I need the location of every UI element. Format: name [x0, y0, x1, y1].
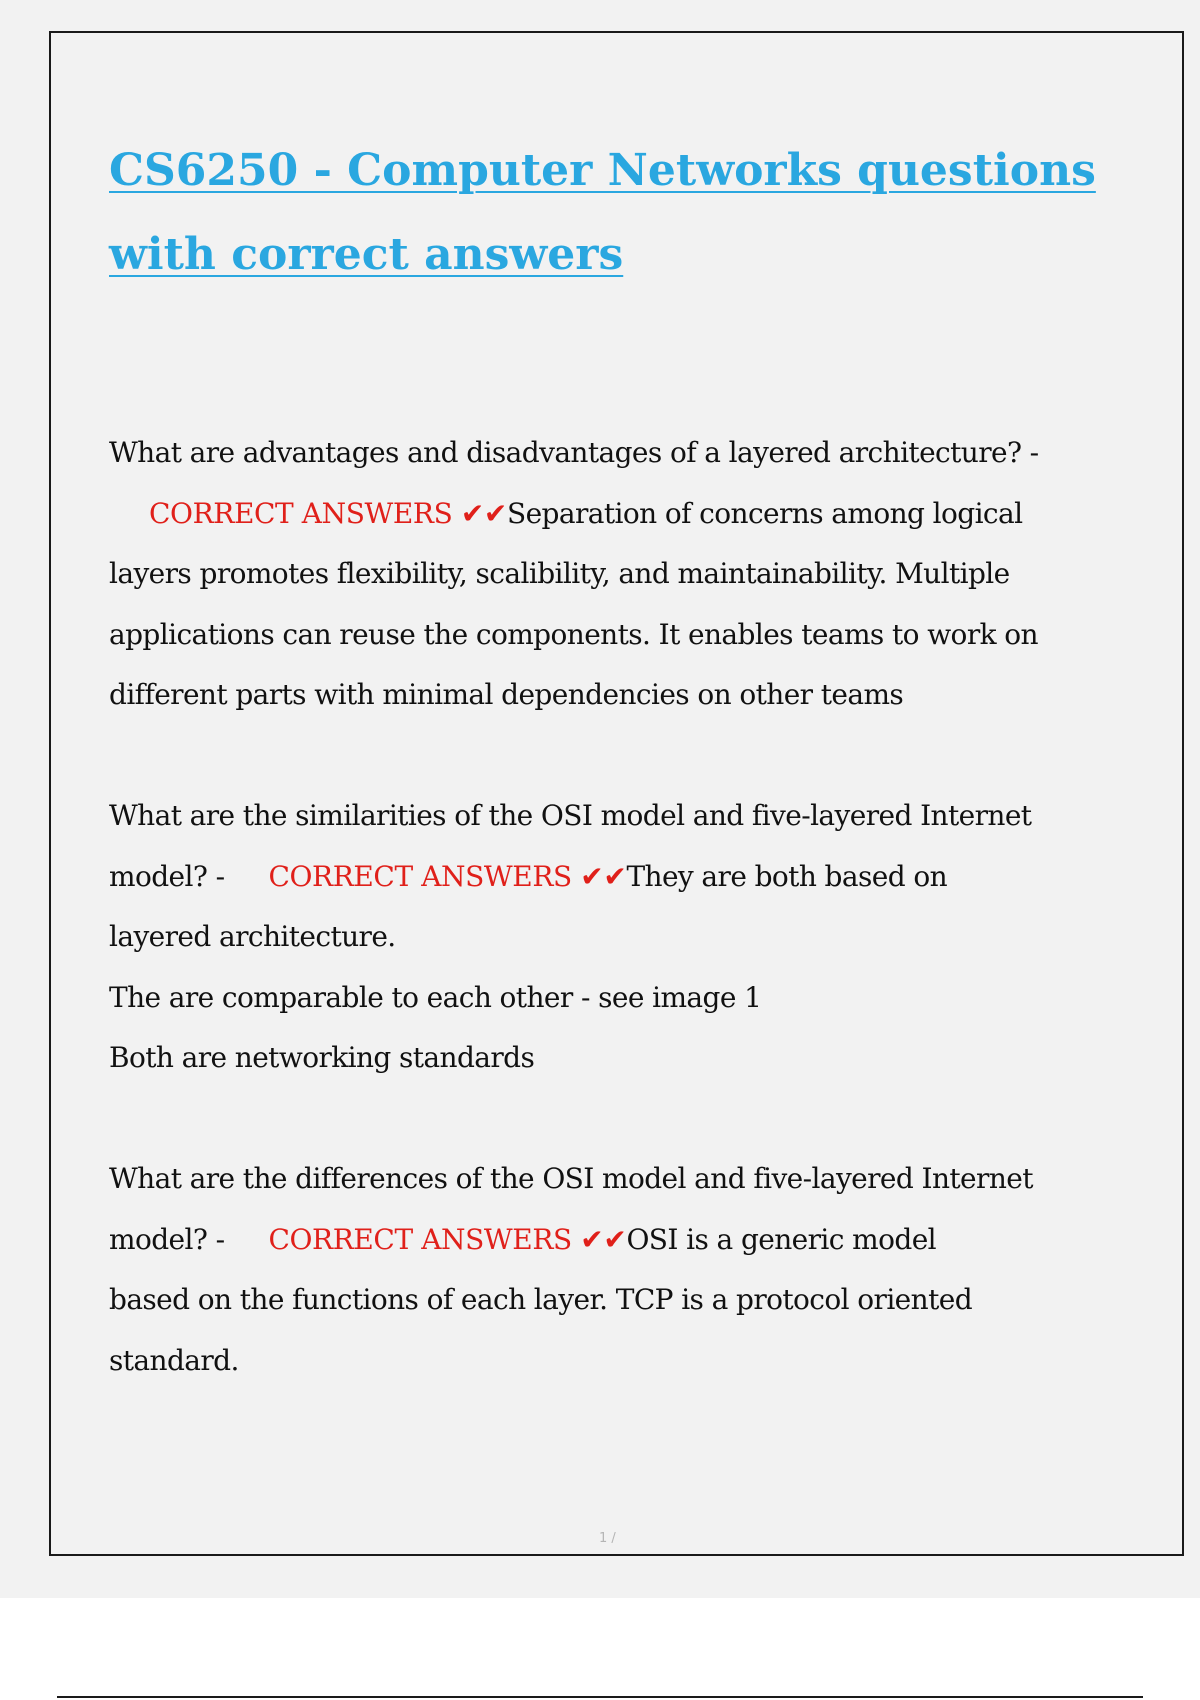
correct-answers-marker: CORRECT ANSWERS ✔✔ — [149, 496, 507, 530]
next-page-edge — [0, 1598, 1200, 1700]
answer-first-line — [109, 1210, 1069, 1271]
answer-line: standard. — [109, 1343, 239, 1377]
question-text: What are the differences of the OSI model and five-layered Internet — [109, 1162, 1033, 1195]
answer-first-line — [109, 847, 1069, 908]
answer-text: Separation of concerns among logical — [507, 496, 1023, 530]
answer-line: layered architecture. — [109, 920, 396, 953]
answer-text: They are both based on — [626, 859, 948, 893]
correct-answers-marker: CORRECT ANSWERS ✔✔ — [268, 859, 627, 893]
page-divider-rule — [57, 1696, 1143, 1698]
question-text-end: model? - — [109, 859, 225, 893]
answer-first-line — [109, 484, 1069, 545]
question-text-end: model? - — [109, 1222, 225, 1256]
answer-line: layers promotes flexibility, scalibility, and maintainability. Multiple — [109, 557, 1010, 590]
answer-line: applications can reuse the components. It enables teams to work on — [109, 617, 1038, 651]
answer-line: Both are networking standards — [109, 1041, 535, 1074]
answer-line: The are comparable to each other - see image 1 — [109, 980, 762, 1014]
question-block-1 — [109, 423, 1069, 726]
document-page — [49, 31, 1184, 1556]
answer-text: OSI is a generic model — [626, 1222, 937, 1256]
question-block-2 — [109, 786, 1069, 1089]
question-text: What are the similarities of the OSI model and five-layered Internet — [109, 799, 1032, 832]
question-block-3 — [109, 1149, 1069, 1391]
title-line-1: CS6250 - Computer Networks questions — [109, 145, 1096, 196]
question-text: What are advantages and disadvantages of a layered architecture? - — [109, 436, 1039, 469]
title-line-2: with correct answers — [109, 229, 624, 280]
correct-answers-marker: CORRECT ANSWERS ✔✔ — [268, 1222, 627, 1256]
page-number: 1 / — [599, 1531, 616, 1546]
answer-line: based on the functions of each layer. TCP is a protocol oriented — [109, 1283, 973, 1316]
document-title — [109, 129, 1096, 297]
answer-line: different parts with minimal dependencies on other teams — [109, 678, 904, 711]
